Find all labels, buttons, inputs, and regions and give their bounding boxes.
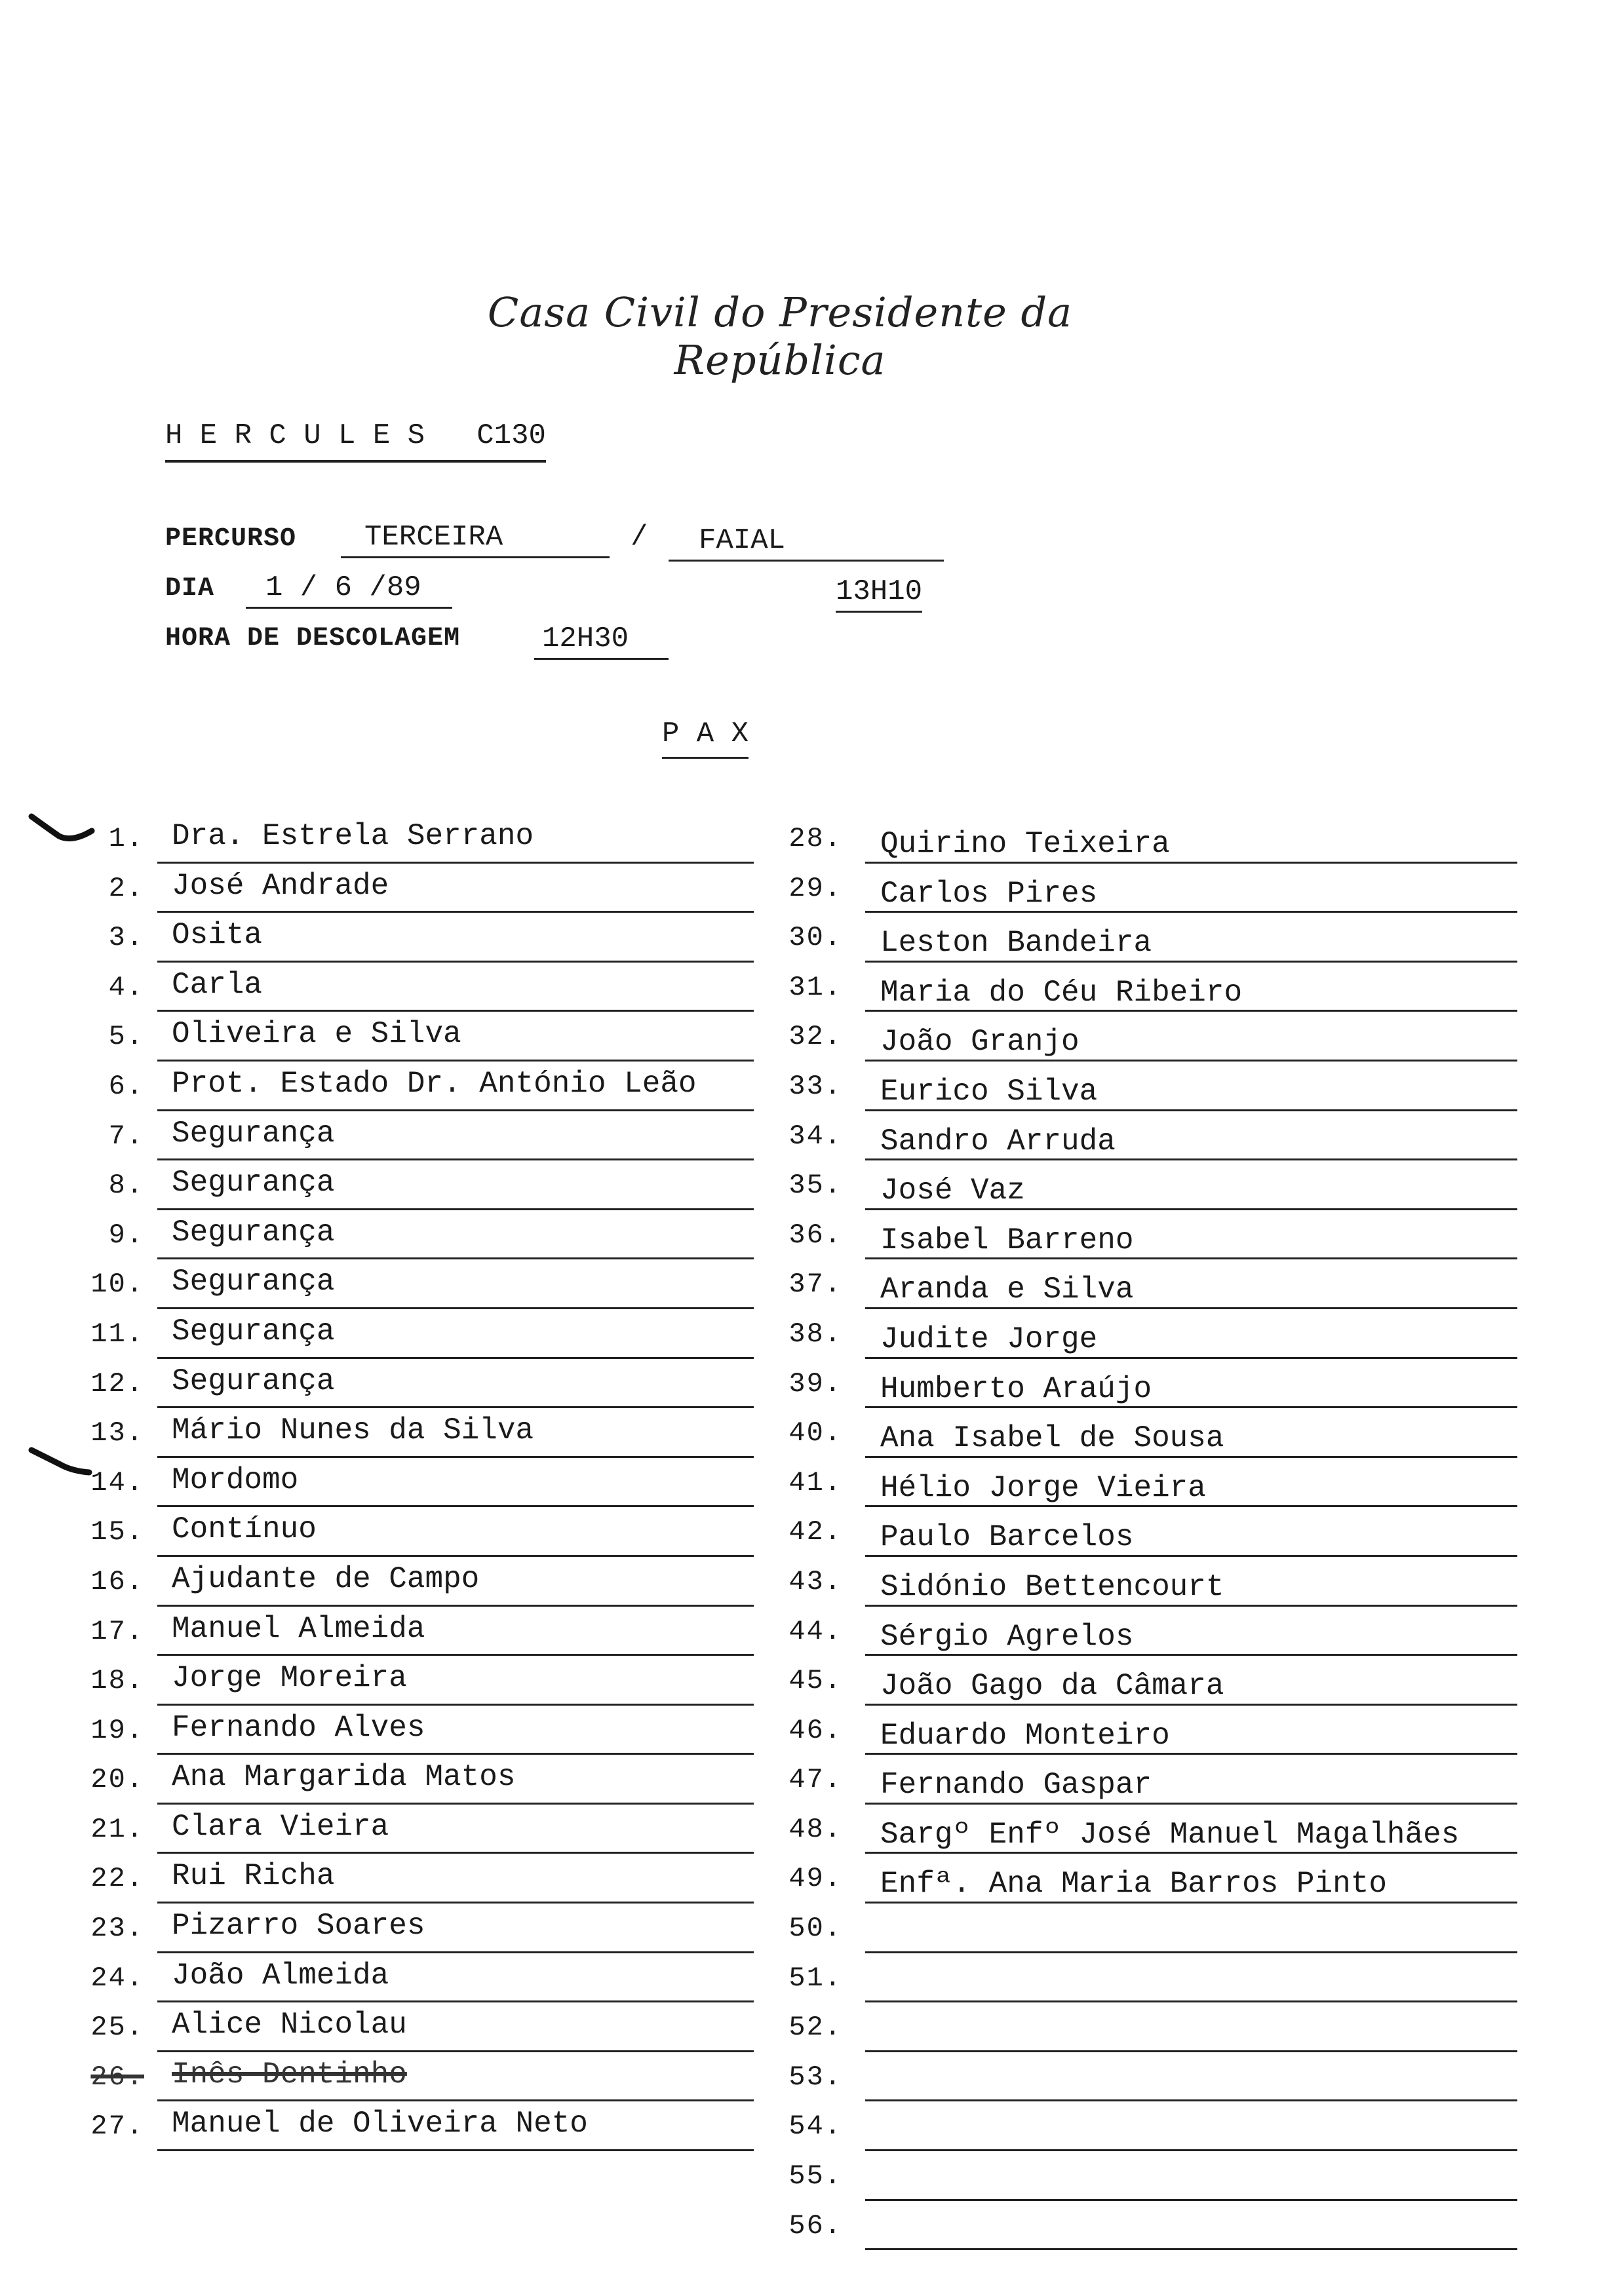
passenger-row	[59, 1214, 754, 1264]
passenger-row	[770, 917, 1517, 966]
passenger-row	[59, 1065, 754, 1115]
passenger-name: Clara Vieira	[172, 1809, 389, 1844]
entry-underline	[865, 1257, 1517, 1259]
passenger-row	[770, 1412, 1517, 1462]
entry-underline	[157, 2050, 754, 2052]
passenger-number: 43.	[788, 1565, 842, 1598]
entry-underline	[157, 1753, 754, 1755]
passenger-name: Dra. Estrela Serrano	[172, 819, 534, 853]
checkmark-icon	[26, 1438, 98, 1484]
passenger-number: 44.	[788, 1615, 842, 1647]
passenger-row	[59, 1611, 754, 1660]
entry-underline	[865, 1803, 1517, 1805]
passenger-name: Carlos Pires	[880, 876, 1098, 911]
passenger-name: Contínuo	[172, 1512, 317, 1547]
passenger-row	[59, 2105, 754, 2155]
passenger-name: Mordomo	[172, 1463, 299, 1497]
passenger-name: Ana Margarida Matos	[172, 1760, 516, 1795]
passenger-number: 23.	[90, 1913, 144, 1945]
passenger-number: 21.	[90, 1813, 144, 1845]
route-from-value: TERCEIRA	[341, 521, 610, 558]
passenger-name: Carla	[172, 967, 263, 1002]
passenger-number: 31.	[788, 971, 842, 1003]
passenger-row	[770, 818, 1517, 868]
passenger-name: José Vaz	[880, 1174, 1025, 1208]
passenger-number: 26.	[90, 2061, 144, 2093]
entry-underline	[865, 1456, 1517, 1458]
passenger-name: Prot. Estado Dr. António Leão	[172, 1066, 697, 1101]
entry-underline	[157, 1010, 754, 1012]
entry-underline	[865, 961, 1517, 963]
passenger-row	[770, 1313, 1517, 1363]
passenger-row	[770, 1462, 1517, 1512]
entry-underline	[157, 1257, 754, 1259]
passenger-number: 54.	[788, 2111, 842, 2143]
passenger-row	[59, 1511, 754, 1561]
passenger-row	[770, 2056, 1517, 2106]
passenger-name: Inês Dentinho	[172, 2057, 407, 2092]
passenger-row	[770, 966, 1517, 1016]
passenger-row	[59, 1363, 754, 1413]
passenger-name: Judite Jorge	[880, 1322, 1098, 1356]
passenger-name: Sérgio Agrelos	[880, 1619, 1134, 1654]
passenger-name: Manuel Almeida	[172, 1611, 425, 1646]
passenger-number: 29.	[788, 872, 842, 904]
passenger-number: 46.	[788, 1714, 842, 1746]
passenger-number: 32.	[788, 1021, 842, 1053]
route-separator: /	[631, 521, 648, 554]
entry-underline	[865, 2248, 1517, 2250]
entry-underline	[157, 1406, 754, 1408]
passenger-number: 5.	[108, 1021, 144, 1053]
aircraft-heading: H E R C U L E S C130	[165, 419, 546, 463]
entry-underline	[865, 1357, 1517, 1359]
passenger-row	[59, 966, 754, 1016]
entry-underline	[157, 1704, 754, 1706]
passenger-row	[770, 2105, 1517, 2155]
passenger-number: 55.	[788, 2160, 842, 2192]
passenger-number: 34.	[788, 1120, 842, 1152]
entry-underline	[865, 1109, 1517, 1111]
passenger-name: Alice Nicolau	[172, 2008, 407, 2042]
passenger-number: 11.	[90, 1318, 144, 1350]
passenger-number: 27.	[90, 2111, 144, 2143]
passenger-number: 3.	[108, 922, 144, 954]
passenger-row	[59, 1759, 754, 1808]
passenger-number: 19.	[90, 1714, 144, 1746]
entry-underline	[157, 2099, 754, 2101]
passenger-name: Sargº Enfº José Manuel Magalhães	[880, 1817, 1460, 1852]
passenger-row	[59, 1808, 754, 1858]
passenger-number: 15.	[90, 1516, 144, 1548]
passenger-name: Segurança	[172, 1166, 335, 1200]
passenger-number: 30.	[788, 922, 842, 954]
entry-underline	[865, 1951, 1517, 1953]
passenger-row	[770, 1561, 1517, 1611]
passenger-name: Segurança	[172, 1215, 335, 1250]
entry-underline	[157, 2149, 754, 2151]
passenger-row	[770, 2006, 1517, 2056]
passenger-row	[770, 1214, 1517, 1264]
passenger-row	[770, 2205, 1517, 2255]
passenger-row	[59, 1957, 754, 2007]
route-label: PERCURSO	[165, 524, 297, 554]
passenger-number: 17.	[90, 1615, 144, 1647]
entry-underline	[157, 1357, 754, 1359]
entry-underline	[865, 1852, 1517, 1854]
passenger-number: 35.	[788, 1170, 842, 1202]
passenger-name: Manuel de Oliveira Neto	[172, 2107, 588, 2141]
passenger-row	[770, 868, 1517, 917]
passenger-row	[770, 1957, 1517, 2007]
passenger-row	[770, 1363, 1517, 1413]
passenger-name: Humberto Araújo	[880, 1371, 1152, 1406]
passenger-number: 47.	[788, 1764, 842, 1796]
passenger-name: Osita	[172, 918, 263, 953]
passenger-row	[59, 1263, 754, 1313]
passenger-number: 51.	[788, 1962, 842, 1994]
passenger-name: José Andrade	[172, 868, 389, 903]
entry-underline	[865, 911, 1517, 913]
passenger-name: Aranda e Silva	[880, 1272, 1134, 1307]
passenger-number: 7.	[108, 1120, 144, 1152]
passenger-name: Segurança	[172, 1265, 335, 1299]
entry-underline	[865, 1010, 1517, 1012]
passenger-name: Hélio Jorge Vieira	[880, 1470, 1206, 1505]
time-value: 13H10	[836, 575, 922, 613]
passenger-name: Paulo Barcelos	[880, 1520, 1134, 1555]
passenger-name: Pizarro Soares	[172, 1909, 425, 1943]
passenger-row	[59, 1115, 754, 1165]
entry-underline	[157, 1060, 754, 1062]
passenger-row	[59, 868, 754, 917]
passenger-name: João Almeida	[172, 1958, 389, 1993]
entry-underline	[157, 2000, 754, 2002]
passenger-number: 42.	[788, 1516, 842, 1548]
passenger-number: 36.	[788, 1219, 842, 1251]
passenger-number: 6.	[108, 1070, 144, 1102]
passenger-number: 22.	[90, 1863, 144, 1895]
passenger-number: 10.	[90, 1269, 144, 1301]
passenger-name: Fernando Alves	[172, 1710, 425, 1745]
passenger-row	[770, 1611, 1517, 1660]
passenger-name: Ana Isabel de Sousa	[880, 1421, 1224, 1456]
entry-underline	[157, 961, 754, 963]
passenger-number: 39.	[788, 1368, 842, 1400]
passenger-name: Segurança	[172, 1116, 335, 1151]
passenger-number: 45.	[788, 1665, 842, 1697]
passenger-row	[59, 1710, 754, 1759]
entry-underline	[157, 1605, 754, 1607]
passenger-row	[770, 2155, 1517, 2205]
entry-underline	[865, 1902, 1517, 1904]
entry-underline	[865, 1158, 1517, 1160]
passenger-name: Leston Bandeira	[880, 926, 1152, 961]
passenger-row	[770, 1660, 1517, 1710]
entry-underline	[157, 1109, 754, 1111]
passenger-name: Eurico Silva	[880, 1074, 1098, 1109]
passenger-number: 20.	[90, 1764, 144, 1796]
entry-underline	[865, 1605, 1517, 1607]
passenger-name: Mário Nunes da Silva	[172, 1413, 534, 1448]
passenger-number: 33.	[788, 1070, 842, 1102]
passenger-number: 13.	[90, 1417, 144, 1449]
passenger-name: Segurança	[172, 1364, 335, 1398]
entry-underline	[865, 862, 1517, 864]
passenger-row	[59, 1016, 754, 1065]
passenger-number: 41.	[788, 1466, 842, 1499]
passenger-row	[770, 1263, 1517, 1313]
passenger-number: 2.	[108, 872, 144, 904]
entry-underline	[865, 2099, 1517, 2101]
entry-underline	[865, 1704, 1517, 1706]
passenger-number: 16.	[90, 1565, 144, 1598]
passenger-row	[770, 1759, 1517, 1808]
passenger-number: 28.	[788, 823, 842, 854]
passenger-list-left	[59, 818, 754, 2155]
passenger-number: 53.	[788, 2061, 842, 2093]
passenger-number: 50.	[788, 1913, 842, 1945]
passenger-row	[770, 1016, 1517, 1065]
passenger-number: 24.	[90, 1962, 144, 1994]
entry-underline	[865, 1555, 1517, 1557]
passenger-row	[770, 1907, 1517, 1957]
passenger-number: 56.	[788, 2210, 842, 2242]
passenger-row	[59, 1164, 754, 1214]
entry-underline	[157, 1505, 754, 1507]
passenger-row	[59, 2006, 754, 2056]
passenger-row	[59, 1313, 754, 1363]
entry-underline	[865, 1654, 1517, 1656]
passenger-number: 12.	[90, 1368, 144, 1400]
entry-underline	[865, 2050, 1517, 2052]
passenger-name: Fernando Gaspar	[880, 1768, 1152, 1803]
passenger-row	[770, 1115, 1517, 1165]
entry-underline	[865, 2149, 1517, 2151]
passenger-number: 9.	[108, 1219, 144, 1251]
passenger-row	[59, 1858, 754, 1907]
passenger-row	[770, 1808, 1517, 1858]
checkmark-icon	[26, 807, 98, 853]
passenger-list-right	[770, 818, 1517, 2254]
passenger-name: Sandro Arruda	[880, 1124, 1116, 1158]
passenger-name: Quirino Teixeira	[880, 827, 1170, 861]
passenger-number: 14.	[90, 1466, 144, 1499]
passenger-name: Rui Richa	[172, 1859, 335, 1894]
entry-underline	[157, 1158, 754, 1160]
entry-underline	[865, 1505, 1517, 1507]
passenger-row	[59, 1660, 754, 1710]
route-to-value: FAIAL	[669, 524, 944, 562]
passenger-number: 8.	[108, 1170, 144, 1202]
passenger-row	[59, 917, 754, 966]
passenger-number: 25.	[90, 2012, 144, 2044]
passenger-name: Enfª. Ana Maria Barros Pinto	[880, 1867, 1387, 1902]
date-value: 1 / 6 /89	[246, 571, 452, 609]
entry-underline	[157, 1456, 754, 1458]
passenger-number: 49.	[788, 1863, 842, 1895]
passenger-row	[59, 1412, 754, 1462]
passenger-row	[59, 1462, 754, 1512]
passenger-name: Jorge Moreira	[172, 1661, 407, 1696]
passenger-name: João Granjo	[880, 1025, 1080, 1060]
passenger-name: Isabel Barreno	[880, 1223, 1134, 1257]
date-label: DIA	[165, 574, 215, 603]
entry-underline	[157, 1307, 754, 1309]
departure-label: HORA DE DESCOLAGEM	[165, 624, 461, 653]
letterhead-title: Casa Civil do Presidente da República	[487, 288, 1073, 384]
passenger-name: Eduardo Monteiro	[880, 1718, 1170, 1753]
passenger-row	[770, 1858, 1517, 1907]
passenger-number: 18.	[90, 1665, 144, 1697]
passenger-row	[770, 1164, 1517, 1214]
entry-underline	[157, 1951, 754, 1953]
pax-heading: P A X	[662, 718, 749, 759]
passenger-row	[770, 1065, 1517, 1115]
passenger-name: Sidónio Bettencourt	[880, 1569, 1224, 1604]
entry-underline	[865, 2199, 1517, 2201]
passenger-row	[59, 2056, 754, 2106]
entry-underline	[157, 1852, 754, 1854]
entry-underline	[865, 1406, 1517, 1408]
passenger-row	[59, 818, 754, 868]
passenger-number: 48.	[788, 1813, 842, 1845]
passenger-row	[770, 1511, 1517, 1561]
passenger-name: Oliveira e Silva	[172, 1017, 461, 1052]
entry-underline	[157, 862, 754, 864]
entry-underline	[865, 1208, 1517, 1210]
passenger-number: 40.	[788, 1417, 842, 1449]
entry-underline	[157, 1555, 754, 1557]
passenger-number: 1.	[108, 823, 144, 854]
passenger-number: 38.	[788, 1318, 842, 1350]
entry-underline	[865, 1753, 1517, 1755]
entry-underline	[865, 2000, 1517, 2002]
entry-underline	[865, 1307, 1517, 1309]
passenger-name: João Gago da Câmara	[880, 1669, 1224, 1704]
entry-underline	[865, 1060, 1517, 1062]
entry-underline	[157, 1803, 754, 1805]
entry-underline	[157, 1208, 754, 1210]
passenger-number: 52.	[788, 2012, 842, 2044]
entry-underline	[157, 1654, 754, 1656]
passenger-name: Segurança	[172, 1314, 335, 1349]
entry-underline	[157, 1902, 754, 1904]
passenger-row	[59, 1561, 754, 1611]
passenger-name: Ajudante de Campo	[172, 1561, 480, 1596]
departure-value: 12H30	[534, 622, 669, 660]
passenger-row	[59, 1907, 754, 1957]
passenger-number: 37.	[788, 1269, 842, 1301]
entry-underline	[157, 911, 754, 913]
passenger-name: Maria do Céu Ribeiro	[880, 975, 1243, 1010]
passenger-number: 4.	[108, 971, 144, 1003]
passenger-row	[770, 1710, 1517, 1759]
